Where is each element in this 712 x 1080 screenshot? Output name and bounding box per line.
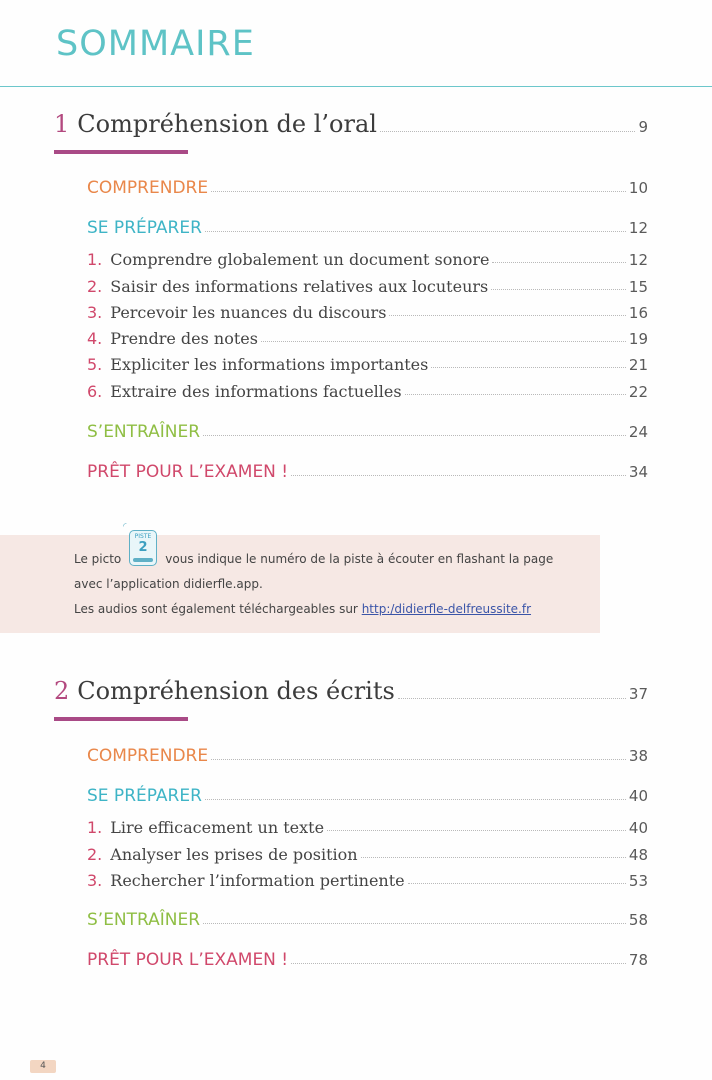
toc-item[interactable] [87,355,648,374]
page-number: 9 [638,118,648,136]
toc-entry-s-entrainer[interactable] [87,910,648,930]
dot-leader [203,922,626,924]
item-label: Extraire des informations factuelles [110,382,402,401]
note-line-3: Les audios sont également téléchargeables sur http:/didierfle-delfreussite.fr [74,602,532,616]
item-number: 1. [87,250,103,269]
dot-leader [398,697,626,699]
entry-label: SE PRÉPARER [87,218,202,238]
item-label: Percevoir les nuances du discours [110,303,387,322]
toc-entry-pret-pour-l-examen[interactable] [87,950,648,970]
dot-leader [431,366,626,368]
dot-leader [211,190,626,192]
toc-item[interactable] [87,329,648,348]
item-number: 3. [87,871,103,890]
title-rule [0,86,712,87]
page-number: 15 [628,278,648,296]
entry-label: SE PRÉPARER [87,786,202,806]
entry-label: COMPRENDRE [87,178,209,198]
note-line-1: Le picto vous indique le numéro de la piste à écouter en flashant la page [74,552,554,566]
dot-leader [205,798,626,800]
dot-leader [389,314,626,316]
toc-part-1[interactable] [54,110,648,138]
part-title: Compréhension de l’oral [77,110,377,138]
page-number: 22 [628,383,648,401]
dot-leader [492,261,625,263]
phone-icon [129,530,157,566]
dot-leader [408,882,626,884]
entry-label: PRÊT POUR L’EXAMEN ! [87,950,289,970]
dot-leader [205,230,626,232]
item-label: Lire efficacement un texte [110,818,325,837]
entry-label: S’ENTRAÎNER [87,422,201,442]
part-underline [54,717,188,721]
page-number: 53 [628,872,648,890]
page-title: SOMMAIRE [56,24,255,64]
dot-leader [261,340,626,342]
page-number: 24 [628,423,648,441]
toc-item[interactable] [87,818,648,837]
page-number: 34 [628,463,648,481]
dot-leader [380,130,636,132]
toc-item[interactable] [87,871,648,890]
dot-leader [291,474,626,476]
wifi-icon: ◜ [123,522,127,532]
entry-label: COMPRENDRE [87,746,209,766]
item-number: 2. [87,845,103,864]
part-title: Compréhension des écrits [77,677,395,705]
part-underline [54,150,188,154]
dot-leader [203,434,626,436]
page-number: 78 [628,951,648,969]
toc-item[interactable] [87,277,648,296]
dot-leader [361,856,626,858]
toc-entry-se-preparer[interactable] [87,786,648,806]
toc-item[interactable] [87,303,648,322]
piste-icon [125,524,158,566]
page-number: 12 [628,251,648,269]
item-label: Comprendre globalement un document sonore [110,250,490,269]
dot-leader [291,962,626,964]
audio-download-link[interactable]: http:/didierfle-delfreussite.fr [361,602,532,616]
page-number: 40 [628,787,648,805]
folio-page-number: 4 [30,1060,56,1073]
item-label: Prendre des notes [110,329,258,348]
toc-part-2[interactable] [54,677,648,705]
note-line-2: avec l’application didierfle.app. [74,577,263,591]
part-number: 1 [54,110,70,138]
toc-item[interactable] [87,845,648,864]
item-number: 3. [87,303,103,322]
part-number: 2 [54,677,70,705]
toc-item[interactable] [87,250,648,269]
dot-leader [211,758,626,760]
toc-entry-comprendre[interactable] [87,746,648,766]
toc-item[interactable] [87,382,648,401]
dot-leader [491,288,626,290]
item-label: Rechercher l’information pertinente [110,871,405,890]
page-number: 21 [628,356,648,374]
dot-leader [327,829,626,831]
entry-label: PRÊT POUR L’EXAMEN ! [87,462,289,482]
page-number: 10 [628,179,648,197]
toc-entry-comprendre[interactable] [87,178,648,198]
item-number: 6. [87,382,103,401]
entry-label: S’ENTRAÎNER [87,910,201,930]
dot-leader [405,393,626,395]
item-number: 4. [87,329,103,348]
toc-entry-pret-pour-l-examen[interactable] [87,462,648,482]
page-number: 19 [628,330,648,348]
piste-number: 2 [138,540,148,555]
item-number: 1. [87,818,103,837]
item-number: 5. [87,355,103,374]
item-label: Analyser les prises de position [110,845,358,864]
page-number: 37 [628,685,648,703]
page-number: 58 [628,911,648,929]
toc-entry-se-preparer[interactable] [87,218,648,238]
toc-entry-s-entrainer[interactable] [87,422,648,442]
audio-note-box [0,535,600,633]
piste-label: PISTE [134,533,152,540]
page-number: 12 [628,219,648,237]
page-number: 16 [628,304,648,322]
item-label: Saisir des informations relatives aux locuteurs [110,277,489,296]
page-number: 40 [628,819,648,837]
item-label: Expliciter les informations importantes [110,355,429,374]
item-number: 2. [87,277,103,296]
page-number: 48 [628,846,648,864]
page-number: 38 [628,747,648,765]
